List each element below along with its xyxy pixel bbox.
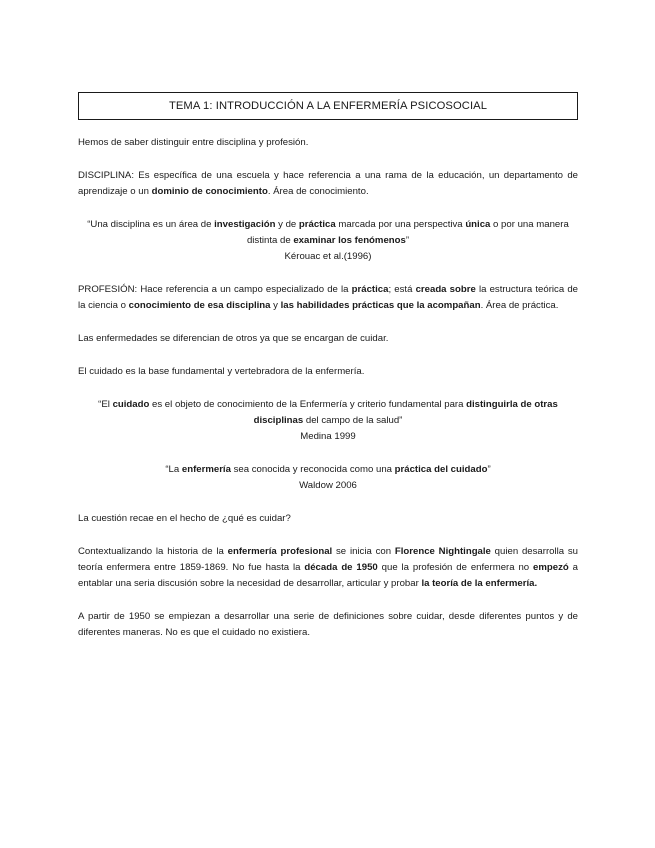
quote-waldow: “La enfermería sea conocida y reconocida como una práctica del cuidado” Waldow 2006 <box>78 462 578 494</box>
question-paragraph: La cuestión recae en el hecho de ¿qué es cuidar? <box>78 513 291 524</box>
quote-source: Kérouac et al.(1996) <box>284 251 372 262</box>
enfermedades-paragraph: Las enfermedades se diferencian de otros ya que se encargan de cuidar. <box>78 333 389 344</box>
intro-paragraph: Hemos de saber distinguir entre disciplina y profesión. <box>78 137 309 148</box>
document-body <box>78 135 578 658</box>
disciplina-paragraph: DISCIPLINA: Es específica de una escuela y hace referencia a una rama de la educación, un departamento de aprendizaje o un dominio de conocimiento. Área de conocimiento. <box>78 170 578 197</box>
quote-kerouac: “Una disciplina es un área de investigación y de práctica marcada por una perspectiva única o por una manera distinta de examinar los fenómenos” Kérouac et al.(1996) <box>78 217 578 265</box>
quote-source: Medina 1999 <box>300 431 356 442</box>
quote-medina: “El cuidado es el objeto de conocimiento de la Enfermería y criterio fundamental para distinguirla de otras disciplinas del campo de la salud” Medina 1999 <box>78 397 578 445</box>
history-paragraph: Contextualizando la historia de la enfermería profesional se inicia con Florence Nightingale quien desarrolla su teoría enfermera entre 1859-1869. No fue hasta la década de 1950 que la profesión de enfermera no empezó a entablar una seria discusión sobre la necesidad de desarrollar, articular y probar la teoría de la enfermería. <box>78 546 579 589</box>
page-title: TEMA 1: INTRODUCCIÓN A LA ENFERMERÍA PSICOSOCIAL <box>78 92 578 120</box>
definitions-paragraph: A partir de 1950 se empiezan a desarrollar una serie de definiciones sobre cuidar, desde diferentes puntos y de diferentes maneras. No es que el cuidado no existiera. <box>78 611 578 638</box>
quote-source: Waldow 2006 <box>299 480 357 491</box>
cuidado-paragraph: El cuidado es la base fundamental y vertebradora de la enfermería. <box>78 366 365 377</box>
profesion-paragraph: PROFESIÓN: Hace referencia a un campo especializado de la práctica; está creada sobre la estructura teórica de la ciencia o conocimiento de esa disciplina y las habilidades prácticas que la acompañan. Área de práctica. <box>78 284 578 311</box>
